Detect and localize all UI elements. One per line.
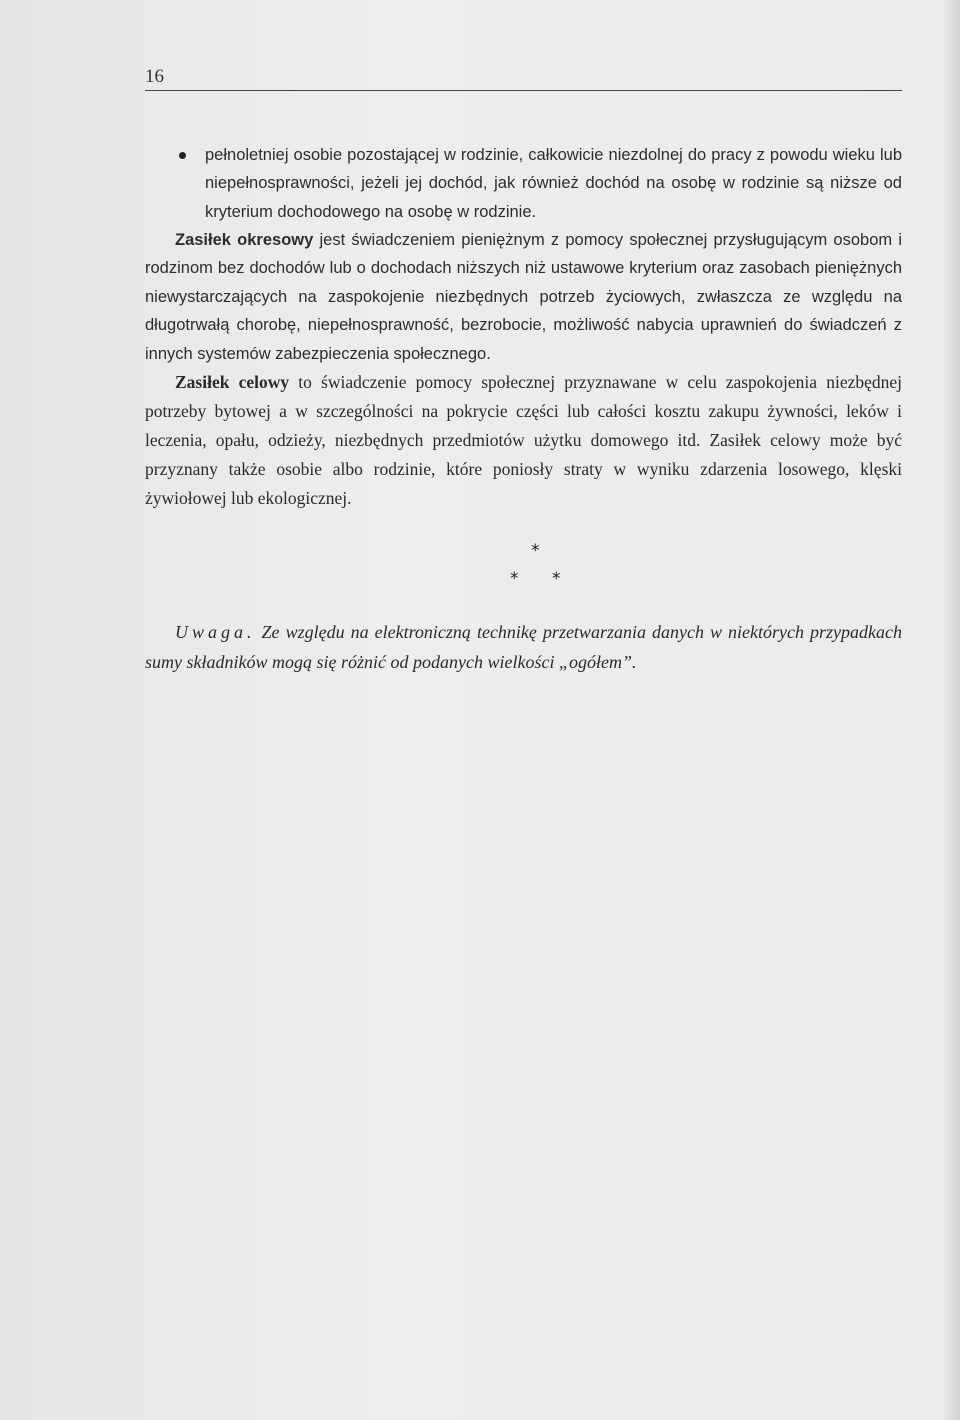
bullet-dot-icon <box>179 152 186 159</box>
paragraph-text: to świadczenie pomocy społecznej przyznawane w celu zaspokojenia niezbędnej potrzeby bytowej a w szczególności na pokrycie części lub całości kosztu zakupu żywności, leków i leczenia, opału, odzieży, niezbędnych przedmiotów użytku domowego itd. Zasiłek celowy może być przyznany także osobie albo rodzinie, które poniosły straty w wyniku zdarzenia losowego, klęski żywiołowej lub ekologicznej. <box>145 372 902 509</box>
note-label: Uwaga. <box>175 622 256 643</box>
paragraph-zasilek-okresowy <box>145 226 902 369</box>
term-zasilek-okresowy: Zasiłek okresowy <box>175 230 314 249</box>
asterisk-right: * <box>552 569 561 590</box>
note-text: Ze względu na elektroniczną technikę przetwarzania danych w niektórych przypadkach sumy składników mogą się różnić od podanych wielkości „ogółem”. <box>145 622 902 673</box>
note-paragraph <box>145 617 902 677</box>
list-item-text: pełnoletniej osobie pozostającej w rodzinie, całkowicie niezdolnej do pracy z powodu wieku lub niepełnosprawności, jeżeli jej dochód, jak również dochód na osobę w rodzinie są niższe od kryterium dochodowego na osobę w rodzinie. <box>205 146 902 221</box>
asterisk-left: * <box>510 569 519 590</box>
page-content <box>145 141 902 695</box>
asterisk-top: * <box>531 541 540 562</box>
asterism-separator <box>145 541 902 603</box>
term-zasilek-celowy: Zasiłek celowy <box>175 372 290 393</box>
header-rule <box>145 90 902 91</box>
page-number: 16 <box>145 66 164 87</box>
list-item <box>145 141 902 226</box>
page-edge-shadow <box>942 0 960 1420</box>
paragraph-zasilek-celowy <box>145 368 902 513</box>
paragraph-text: jest świadczeniem pieniężnym z pomocy społecznej przysługującym osobom i rodzinom bez dochodów lub o dochodach niższych niż ustawowe kryterium oraz zasobach pieniężnych niewystarczających na zaspokojenie niezbędnych potrzeb życiowych, zwłaszcza ze względu na długotrwałą chorobę, niepełnosprawność, bezrobocie, możliwość nabycia uprawnień do świadczeń z innych systemów zabezpieczenia społecznego. <box>145 230 902 363</box>
